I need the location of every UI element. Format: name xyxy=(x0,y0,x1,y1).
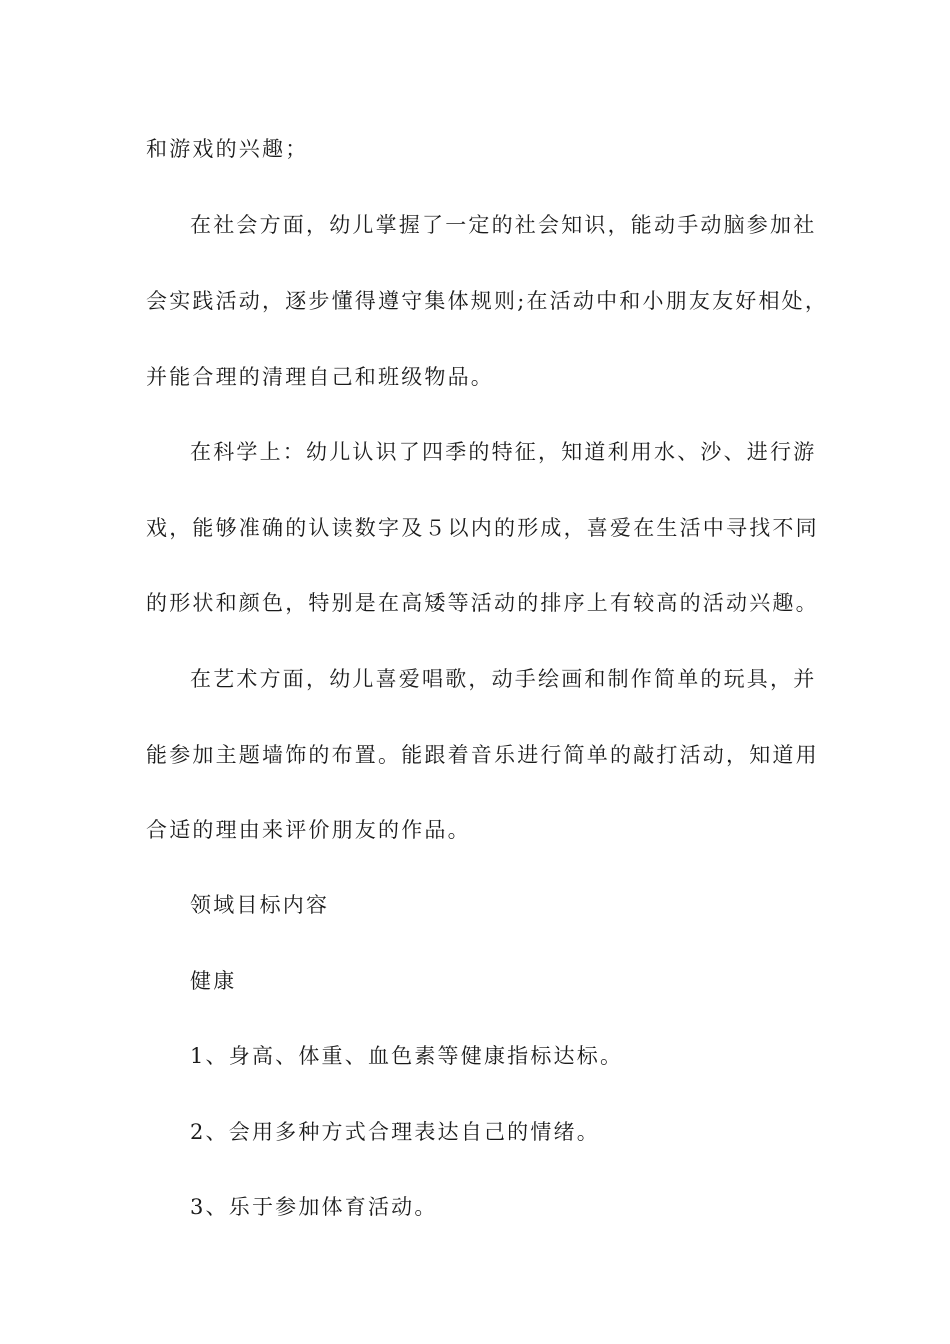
paragraph-line: 会实践活动，逐步懂得遵守集体规则;在活动中和小朋友友好相处， xyxy=(146,289,829,313)
section-heading: 领域目标内容 xyxy=(190,893,330,917)
list-item: 1、身高、体重、血色素等健康指标达标。 xyxy=(190,1044,624,1068)
paragraph-line: 的形状和颜色，特别是在高矮等活动的排序上有较高的活动兴趣。 xyxy=(146,591,819,615)
paragraph-line: 合适的理由来评价朋友的作品。 xyxy=(146,818,471,842)
paragraph-line: 在艺术方面，幼儿喜爱唱歌，动手绘画和制作简单的玩具，并 xyxy=(190,667,817,691)
list-item: 2、会用多种方式合理表达自己的情绪。 xyxy=(190,1120,600,1144)
paragraph-line: 和游戏的兴趣； xyxy=(146,137,309,161)
paragraph-line: 在社会方面，幼儿掌握了一定的社会知识，能动手动脑参加社 xyxy=(190,213,817,237)
list-item: 3、乐于参加体育活动。 xyxy=(190,1195,438,1219)
paragraph-line: 能参加主题墙饰的布置。能跟着音乐进行简单的敲打活动，知道用 xyxy=(146,743,819,767)
paragraph-line: 在科学上：幼儿认识了四季的特征，知道利用水、沙、进行游 xyxy=(190,440,817,464)
section-subheading: 健康 xyxy=(190,969,237,993)
paragraph-line: 戏，能够准确的认读数字及５以内的形成，喜爱在生活中寻找不同 xyxy=(146,516,819,540)
paragraph-line: 并能合理的清理自己和班级物品。 xyxy=(146,365,494,389)
